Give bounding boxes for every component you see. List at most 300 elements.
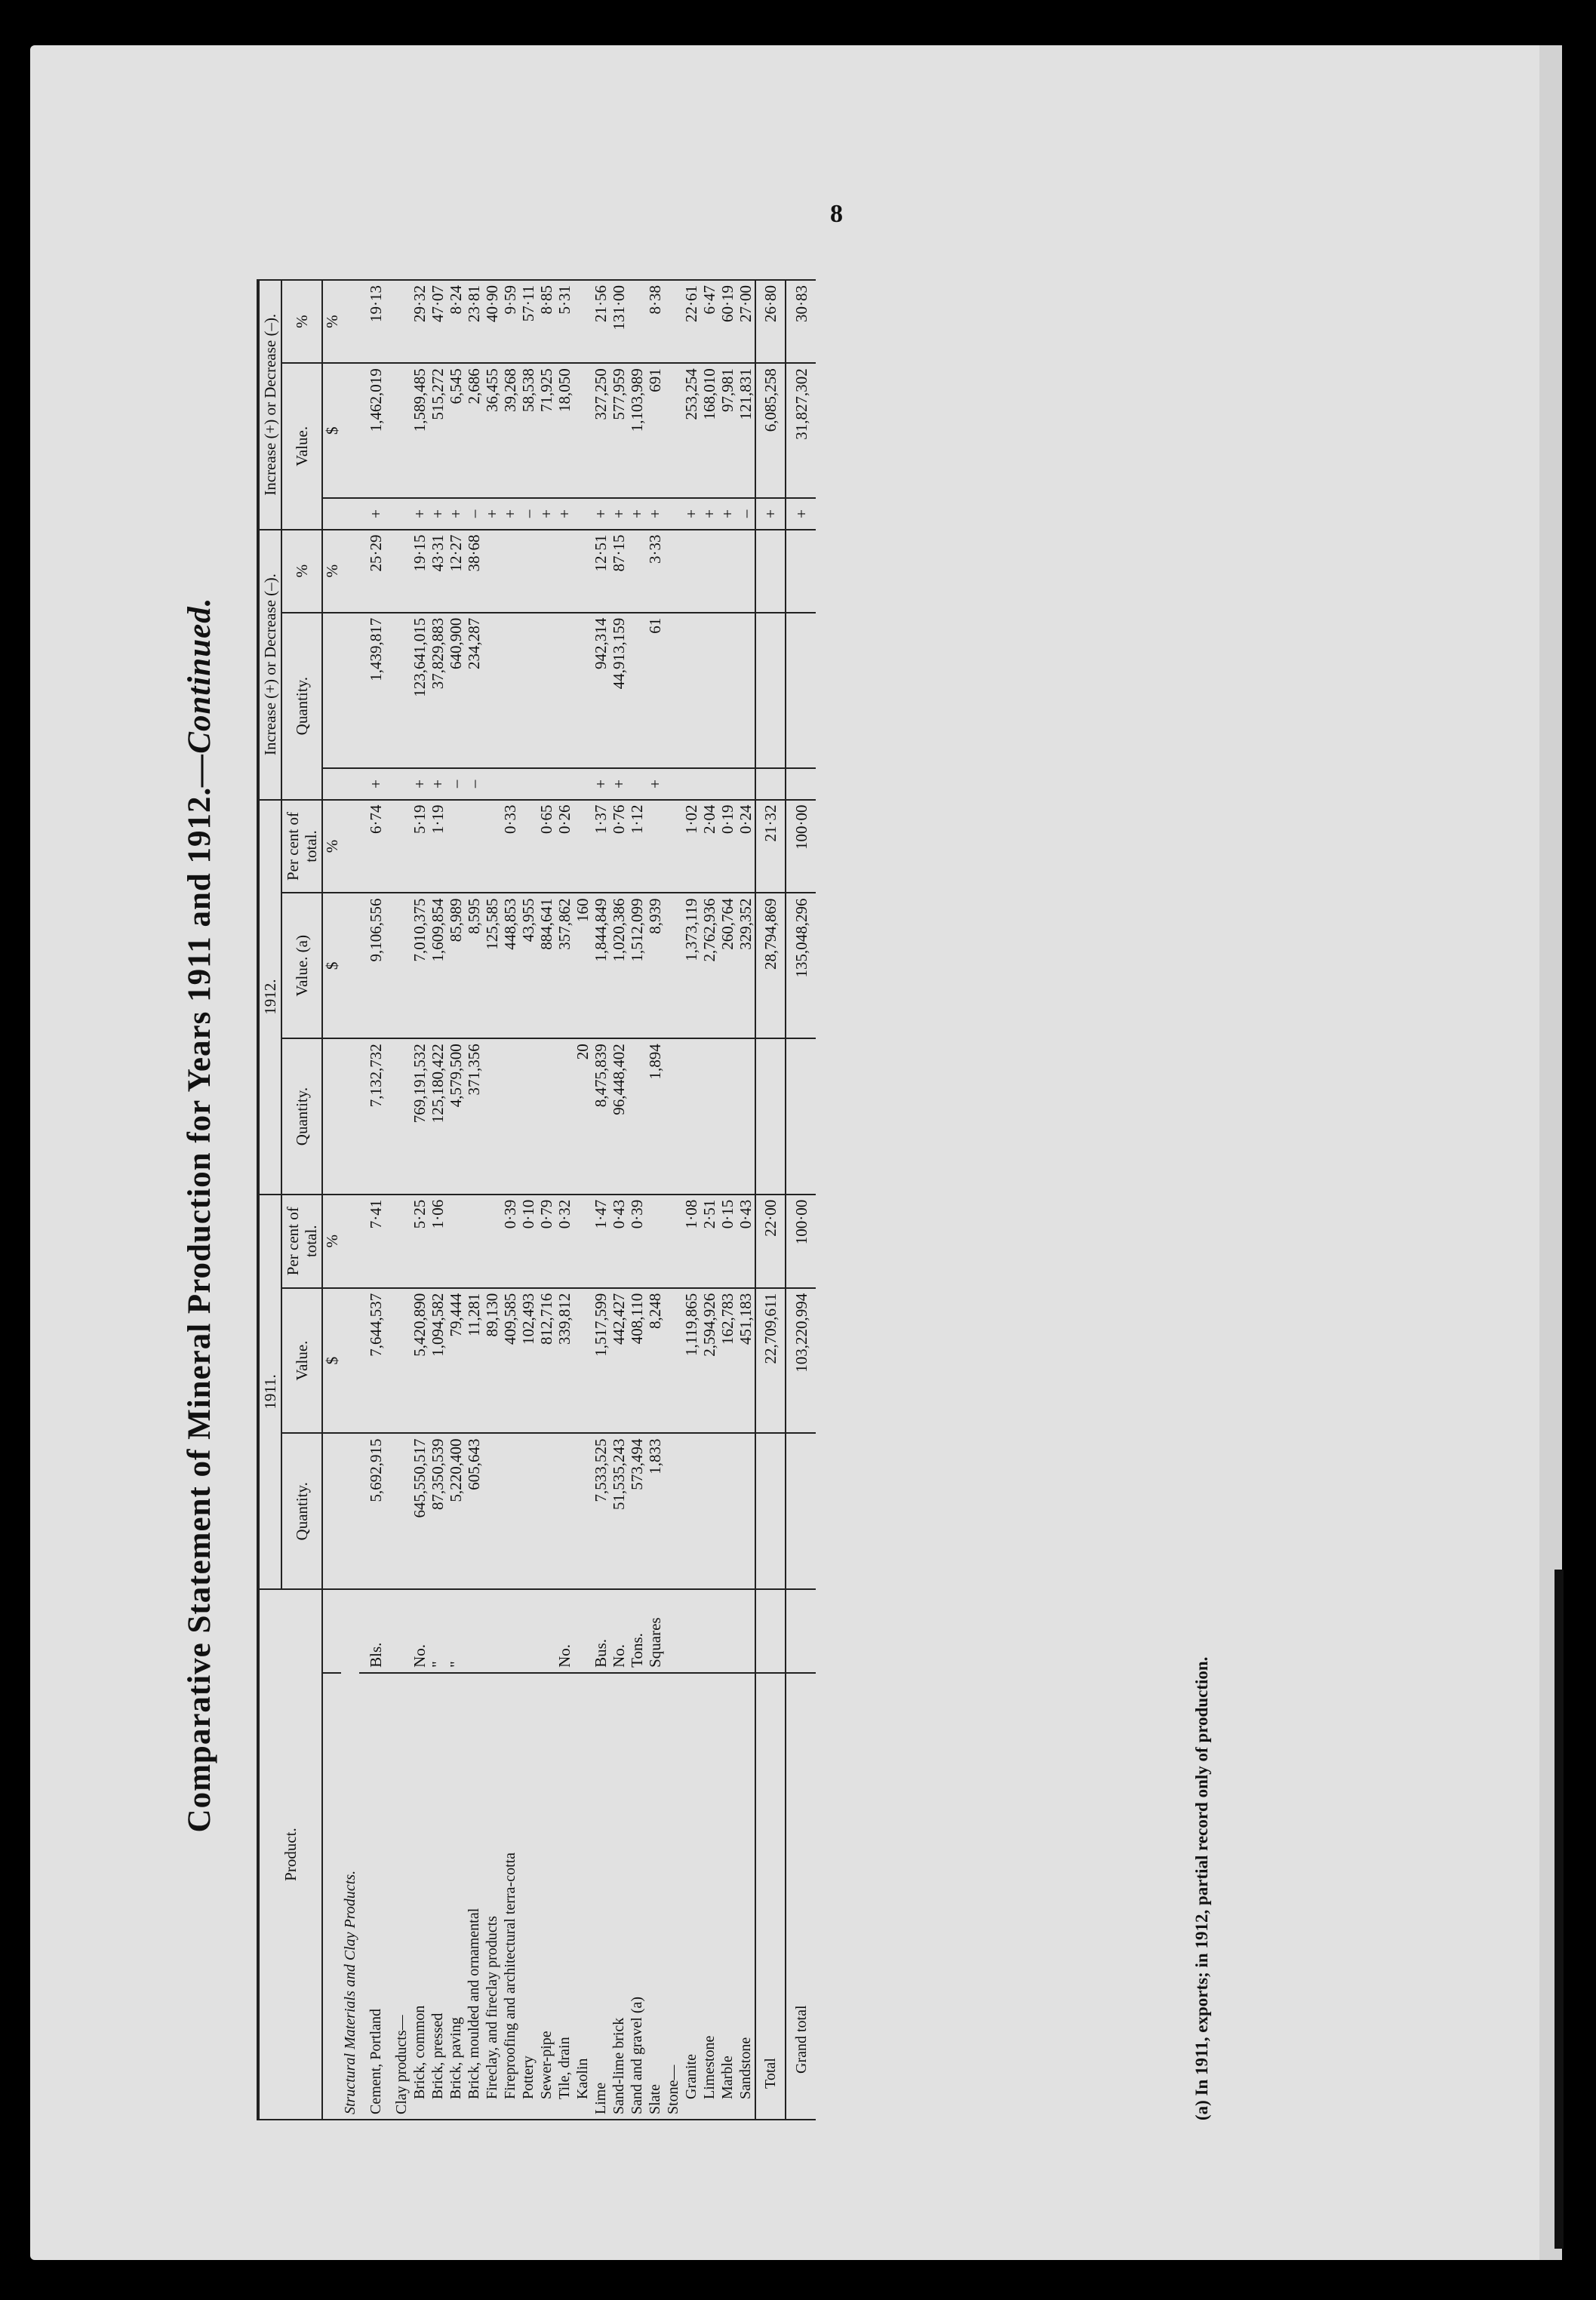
cell-p11: 0·79: [537, 1195, 555, 1288]
cell-iq: [718, 613, 736, 769]
cell-sv: +: [718, 498, 736, 529]
value-change-pct-header: %: [281, 280, 322, 363]
product-name: Sand and gravel (a): [628, 1673, 646, 2120]
cell-iq: 942,314: [592, 613, 610, 769]
cell-ip: 25·29: [359, 530, 392, 613]
cell-ip: [555, 530, 574, 613]
cell-p11: 0·39: [628, 1195, 646, 1288]
cell-p12: 0·19: [718, 800, 736, 893]
cell-sv: +: [359, 498, 392, 529]
total-v11: 22,709,611: [755, 1288, 786, 1434]
cell-sv: +: [646, 498, 664, 529]
cell-p11: [392, 1195, 411, 1288]
cell-v11: 8,248: [646, 1288, 664, 1434]
cell-iv: 1,462,019: [359, 363, 392, 498]
cell-sq: [501, 768, 519, 799]
total-label: Total: [755, 1673, 786, 2120]
cell-p12: [392, 800, 411, 893]
cell-ivp: 47·07: [429, 280, 447, 363]
cell-iv: [392, 363, 411, 498]
table-row: [483, 280, 501, 2120]
cell-p11: [447, 1195, 465, 1288]
cell-v11: 442,427: [610, 1288, 628, 1434]
total-iv: 6,085,258: [755, 363, 786, 498]
cell-v12: 1,844,849: [592, 893, 610, 1038]
cell-p11: 1·47: [592, 1195, 610, 1288]
value-change-value-header: Value.: [281, 363, 322, 529]
table-row: [392, 280, 411, 2120]
qty-change-quantity-header: Quantity.: [281, 613, 322, 800]
cell-v12: 1,512,099: [628, 893, 646, 1038]
product-name: Kaolin: [574, 1673, 592, 2120]
cell-q11: [519, 1434, 537, 1590]
cell-iq: 123,641,015: [411, 613, 429, 769]
cell-ivp: [574, 280, 592, 363]
footnote: (a) In 1911, exports; in 1912, partial record only of production.: [1192, 1656, 1211, 2120]
cell-iv: 1,589,485: [411, 363, 429, 498]
binding-edge: [1554, 1570, 1564, 2249]
cell-sq: [736, 768, 755, 799]
product-name: Slate: [646, 1673, 664, 2120]
cell-iv: 2,686: [465, 363, 483, 498]
cell-v11: 812,716: [537, 1288, 555, 1434]
cell-p12: 1·37: [592, 800, 610, 893]
cell-iq: [664, 613, 682, 769]
cell-iv: 327,250: [592, 363, 610, 498]
product-name: Limestone: [700, 1673, 718, 2120]
cell-ivp: 23·81: [465, 280, 483, 363]
section-title: Structural Materials and Clay Products.: [341, 1589, 359, 2120]
product-unit: [700, 1589, 718, 1673]
cell-q11: 645,550,517: [411, 1434, 429, 1590]
product-name: Sandstone: [736, 1673, 755, 2120]
cell-sq: +: [359, 768, 392, 799]
cell-q12: [664, 1038, 682, 1195]
cell-q11: [537, 1434, 555, 1590]
cell-iv: 168,010: [700, 363, 718, 498]
cell-sq: [574, 768, 592, 799]
cell-ivp: 6·47: [700, 280, 718, 363]
product-name: Lime: [592, 1673, 610, 2120]
cell-q11: 1,833: [646, 1434, 664, 1590]
cell-ivp: [628, 280, 646, 363]
cell-ip: 12·27: [447, 530, 465, 613]
product-unit: [718, 1589, 736, 1673]
cell-iv: 577,959: [610, 363, 628, 498]
table-row: [465, 280, 483, 2120]
value-1911-header: Value.: [281, 1288, 322, 1434]
table-row: [574, 280, 592, 2120]
table-row: [555, 280, 574, 2120]
cell-q12: [392, 1038, 411, 1195]
cell-ip: [392, 530, 411, 613]
cell-p11: 0·43: [610, 1195, 628, 1288]
table-row: [736, 280, 755, 2120]
cell-iq: [537, 613, 555, 769]
cell-sq: +: [429, 768, 447, 799]
cell-q12: [700, 1038, 718, 1195]
cell-ip: 43·31: [429, 530, 447, 613]
cell-q11: 573,494: [628, 1434, 646, 1590]
value-change-header: Increase (+) or Decrease (–).: [258, 280, 281, 530]
cell-ip: [700, 530, 718, 613]
grand_total-v12: 135,048,296: [786, 893, 816, 1038]
header-row-1: [258, 280, 281, 2120]
cell-v11: 11,281: [465, 1288, 483, 1434]
dollar-unit: $: [322, 893, 341, 1038]
cell-sv: +: [537, 498, 555, 529]
cell-v12: 1,020,386: [610, 893, 628, 1038]
cell-sv: +: [610, 498, 628, 529]
table-body: [322, 280, 816, 2120]
cell-sv: [574, 498, 592, 529]
cell-iv: 97,981: [718, 363, 736, 498]
cell-iq: [392, 613, 411, 769]
cell-sq: [664, 768, 682, 799]
cell-ivp: 9·59: [501, 280, 519, 363]
cell-ip: [537, 530, 555, 613]
cell-p11: 1·06: [429, 1195, 447, 1288]
pct-unit: %: [322, 1195, 341, 1288]
grand_total-v11: 103,220,994: [786, 1288, 816, 1434]
table-row: [501, 280, 519, 2120]
cell-q11: [718, 1434, 736, 1590]
cell-v11: 1,119,865: [682, 1288, 700, 1434]
dollar-unit: $: [322, 1288, 341, 1434]
product-unit: No.: [610, 1589, 628, 1673]
cell-q11: 7,533,525: [592, 1434, 610, 1590]
cell-sv: –: [736, 498, 755, 529]
product-unit: ": [429, 1589, 447, 1673]
cell-q12: 4,579,500: [447, 1038, 465, 1195]
cell-sq: –: [465, 768, 483, 799]
cell-ip: [483, 530, 501, 613]
cell-ivp: 57·11: [519, 280, 537, 363]
cell-sq: +: [610, 768, 628, 799]
product-unit: [574, 1589, 592, 1673]
total-v12: 28,794,869: [755, 893, 786, 1038]
cell-ivp: 131·00: [610, 280, 628, 363]
cell-v12: 329,352: [736, 893, 755, 1038]
cell-p11: [646, 1195, 664, 1288]
cell-p11: 0·39: [501, 1195, 519, 1288]
cell-sq: [483, 768, 501, 799]
cell-q12: 8,475,839: [592, 1038, 610, 1195]
total-sv: +: [755, 498, 786, 529]
table-row: [682, 280, 700, 2120]
cell-v11: 1,094,582: [429, 1288, 447, 1434]
cell-p11: [574, 1195, 592, 1288]
cell-iq: [519, 613, 537, 769]
cell-ivp: 8·38: [646, 280, 664, 363]
cell-p12: 0·65: [537, 800, 555, 893]
cell-q12: 20: [574, 1038, 592, 1195]
cell-v11: 5,420,890: [411, 1288, 429, 1434]
cell-iv: 39,268: [501, 363, 519, 498]
cell-p12: [465, 800, 483, 893]
pct-unit: %: [322, 280, 341, 363]
cell-q12: [483, 1038, 501, 1195]
cell-p12: 0·24: [736, 800, 755, 893]
product-unit: [465, 1589, 483, 1673]
grand_total-p12: 100·00: [786, 800, 816, 893]
cell-q12: [501, 1038, 519, 1195]
cell-q12: [628, 1038, 646, 1195]
cell-sq: –: [447, 768, 465, 799]
cell-sq: [555, 768, 574, 799]
pct-unit: %: [322, 530, 341, 613]
product-name: Pottery: [519, 1673, 537, 2120]
product-name: Cement, Portland: [359, 1673, 392, 2120]
cell-iv: 71,925: [537, 363, 555, 498]
total-p11: 22·00: [755, 1195, 786, 1288]
cell-v12: 85,989: [447, 893, 465, 1038]
cell-p12: [447, 800, 465, 893]
value-1912-header: Value. (a): [281, 893, 322, 1038]
cell-q11: [700, 1434, 718, 1590]
cell-v11: 102,493: [519, 1288, 537, 1434]
grand_total-label: Grand total: [786, 1673, 816, 2120]
total-p12: 21·32: [755, 800, 786, 893]
cell-ip: 3·33: [646, 530, 664, 613]
qty-1912-header: Quantity.: [281, 1038, 322, 1195]
cell-p12: [664, 800, 682, 893]
cell-p12: [519, 800, 537, 893]
product-unit: [519, 1589, 537, 1673]
cell-p11: [483, 1195, 501, 1288]
rotated-content: [181, 287, 1283, 2143]
cell-ivp: 5·31: [555, 280, 574, 363]
cell-q12: [736, 1038, 755, 1195]
title-suffix: —Continued.: [182, 597, 217, 787]
cell-ivp: 8·85: [537, 280, 555, 363]
cell-iq: [483, 613, 501, 769]
cell-p11: 2·51: [700, 1195, 718, 1288]
grand-total-row: [786, 280, 816, 2120]
cell-v11: [664, 1288, 682, 1434]
cell-v11: [392, 1288, 411, 1434]
grand_total-iv: 31,827,302: [786, 363, 816, 498]
product-unit: No.: [411, 1589, 429, 1673]
product-unit: [501, 1589, 519, 1673]
units-row: [322, 280, 341, 2120]
table-row: [411, 280, 429, 2120]
table-row: [718, 280, 736, 2120]
cell-ivp: 21·56: [592, 280, 610, 363]
cell-iv: 1,103,989: [628, 363, 646, 498]
cell-sv: +: [483, 498, 501, 529]
cell-v12: 2,762,936: [700, 893, 718, 1038]
cell-v12: [392, 893, 411, 1038]
cell-iv: 6,545: [447, 363, 465, 498]
cell-p11: 5·25: [411, 1195, 429, 1288]
cell-q12: 7,132,732: [359, 1038, 392, 1195]
cell-sq: [519, 768, 537, 799]
table-row: [628, 280, 646, 2120]
cell-q11: 5,220,400: [447, 1434, 465, 1590]
product-unit: Bls.: [359, 1589, 392, 1673]
cell-v11: 451,183: [736, 1288, 755, 1434]
grand_total-ivp: 30·83: [786, 280, 816, 363]
cell-ivp: 19·13: [359, 280, 392, 363]
product-name: Sewer-pipe: [537, 1673, 555, 2120]
cell-ip: 87·15: [610, 530, 628, 613]
cell-sv: +: [501, 498, 519, 529]
cell-q11: 605,643: [465, 1434, 483, 1590]
cell-v11: [574, 1288, 592, 1434]
cell-p12: 5·19: [411, 800, 429, 893]
cell-iq: 234,287: [465, 613, 483, 769]
cell-q12: [682, 1038, 700, 1195]
product-unit: [483, 1589, 501, 1673]
cell-ip: [628, 530, 646, 613]
cell-p12: 1·19: [429, 800, 447, 893]
cell-iq: [736, 613, 755, 769]
cell-iq: 44,913,159: [610, 613, 628, 769]
cell-sq: +: [592, 768, 610, 799]
cell-ivp: [392, 280, 411, 363]
cell-q12: [718, 1038, 736, 1195]
cell-iq: [628, 613, 646, 769]
cell-ivp: [664, 280, 682, 363]
cell-sv: +: [447, 498, 465, 529]
cell-iq: 640,900: [447, 613, 465, 769]
cell-v12: 43,955: [519, 893, 537, 1038]
cell-iv: 18,050: [555, 363, 574, 498]
cell-q12: 125,180,422: [429, 1038, 447, 1195]
cell-iv: [664, 363, 682, 498]
title-text: Comparative Statement of Mineral Production for Years 1911 and 1912.: [182, 786, 217, 1833]
cell-sq: [392, 768, 411, 799]
cell-ip: 38·68: [465, 530, 483, 613]
cell-ivp: 40·90: [483, 280, 501, 363]
cell-p12: 0·26: [555, 800, 574, 893]
cell-iv: [574, 363, 592, 498]
production-table-wrapper: [257, 279, 816, 2120]
cell-v11: 7,644,537: [359, 1288, 392, 1434]
pct-1912-header: Per cent of total.: [281, 800, 322, 893]
cell-p12: 0·76: [610, 800, 628, 893]
cell-v11: 89,130: [483, 1288, 501, 1434]
cell-v12: 884,641: [537, 893, 555, 1038]
product-name: Fireproofing and architectural terra-cotta: [501, 1673, 519, 2120]
product-name: Brick, moulded and ornamental: [465, 1673, 483, 2120]
pct-1911-header: Per cent of total.: [281, 1195, 322, 1288]
cell-v12: 1,609,854: [429, 893, 447, 1038]
cell-p12: 1·12: [628, 800, 646, 893]
product-name: Brick, common: [411, 1673, 429, 2120]
cell-sv: +: [628, 498, 646, 529]
product-unit: Bus.: [592, 1589, 610, 1673]
cell-v12: 125,585: [483, 893, 501, 1038]
cell-v12: [664, 893, 682, 1038]
product-unit: [392, 1589, 411, 1673]
product-name: Stone—: [664, 1673, 682, 2120]
cell-q12: 96,448,402: [610, 1038, 628, 1195]
cell-iq: [501, 613, 519, 769]
cell-iv: 691: [646, 363, 664, 498]
product-name: Clay products—: [392, 1673, 411, 2120]
product-unit: Tons.: [628, 1589, 646, 1673]
cell-v11: 2,594,926: [700, 1288, 718, 1434]
table-row: [646, 280, 664, 2120]
cell-sv: –: [519, 498, 537, 529]
cell-iq: 37,829,883: [429, 613, 447, 769]
quantity-change-header: Increase (+) or Decrease (–).: [258, 530, 281, 800]
cell-p12: [646, 800, 664, 893]
cell-q11: 87,350,539: [429, 1434, 447, 1590]
cell-q12: 1,894: [646, 1038, 664, 1195]
cell-v12: 9,106,556: [359, 893, 392, 1038]
cell-ip: [574, 530, 592, 613]
cell-ip: [736, 530, 755, 613]
cell-ip: 19·15: [411, 530, 429, 613]
cell-q12: 371,356: [465, 1038, 483, 1195]
cell-iq: 1,439,817: [359, 613, 392, 769]
cell-v11: 79,444: [447, 1288, 465, 1434]
total-ivp: 26·80: [755, 280, 786, 363]
cell-p12: 1·02: [682, 800, 700, 893]
table-row: [610, 280, 628, 2120]
cell-v11: 162,783: [718, 1288, 736, 1434]
product-name: Tile, drain: [555, 1673, 574, 2120]
product-name: Brick, pressed: [429, 1673, 447, 2120]
cell-sv: [664, 498, 682, 529]
cell-ivp: 29·32: [411, 280, 429, 363]
cell-q11: [483, 1434, 501, 1590]
pct-unit: %: [322, 800, 341, 893]
qty-1911-header: Quantity.: [281, 1434, 322, 1590]
cell-iv: 121,831: [736, 363, 755, 498]
cell-iq: [700, 613, 718, 769]
cell-q12: [519, 1038, 537, 1195]
cell-ip: [664, 530, 682, 613]
product-unit: [736, 1589, 755, 1673]
cell-iq: [555, 613, 574, 769]
cell-ip: [682, 530, 700, 613]
cell-ip: [501, 530, 519, 613]
cell-v12: 357,862: [555, 893, 574, 1038]
cell-ivp: 22·61: [682, 280, 700, 363]
cell-sq: [628, 768, 646, 799]
cell-sv: +: [411, 498, 429, 529]
cell-v12: 260,764: [718, 893, 736, 1038]
cell-sq: [718, 768, 736, 799]
cell-p11: 7·41: [359, 1195, 392, 1288]
table-row: [592, 280, 610, 2120]
cell-ip: [519, 530, 537, 613]
cell-sv: +: [682, 498, 700, 529]
cell-p11: 1·08: [682, 1195, 700, 1288]
cell-q11: [555, 1434, 574, 1590]
product-unit: [537, 1589, 555, 1673]
cell-iq: [682, 613, 700, 769]
cell-iv: 58,538: [519, 363, 537, 498]
year-1912-header: 1912.: [258, 800, 281, 1195]
cell-p12: 0·33: [501, 800, 519, 893]
cell-q11: [501, 1434, 519, 1590]
cell-sq: [700, 768, 718, 799]
cell-v12: 8,595: [465, 893, 483, 1038]
cell-v11: 1,517,599: [592, 1288, 610, 1434]
cell-v11: 408,110: [628, 1288, 646, 1434]
cell-q11: 5,692,915: [359, 1434, 392, 1590]
cell-q11: 51,535,243: [610, 1434, 628, 1590]
dollar-unit: $: [322, 363, 341, 498]
product-unit: Squares: [646, 1589, 664, 1673]
table-row: [537, 280, 555, 2120]
cell-sq: [537, 768, 555, 799]
